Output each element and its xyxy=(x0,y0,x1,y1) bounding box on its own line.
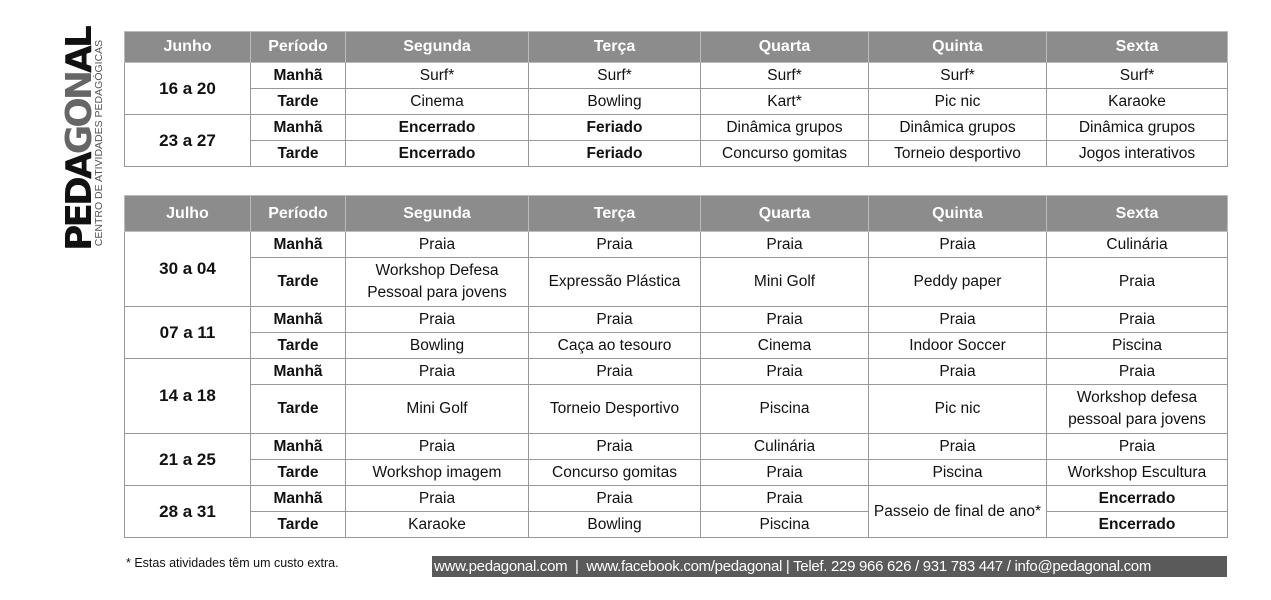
activity-cell: Workshop Escultura xyxy=(1047,460,1228,486)
activity-cell: Concurso gomitas xyxy=(529,460,701,486)
activity-cell: Praia xyxy=(701,359,869,385)
activity-cell: Praia xyxy=(701,486,869,512)
activity-cell: Torneio desportivo xyxy=(869,141,1047,167)
activity-cell: Concurso gomitas xyxy=(701,141,869,167)
period-label: Manhã xyxy=(251,63,346,89)
table-row xyxy=(125,333,1228,359)
table-row xyxy=(125,359,1228,385)
activity-cell: Mini Golf xyxy=(346,385,529,434)
activity-cell: Encerrado xyxy=(1047,486,1228,512)
activity-cell: Surf* xyxy=(346,63,529,89)
logo-subtitle: CENTRO DE ATIVIDADES PEDAGÓGICAS xyxy=(93,39,105,247)
activity-cell: Workshop Defesa Pessoal para jovens xyxy=(346,258,529,307)
activity-cell: Cinema xyxy=(701,333,869,359)
contact-bar: www.pedagonal.com | www.facebook.com/pedagonal | Telef. 229 966 626 / 931 783 447 / info@pedagonal.com xyxy=(432,556,1227,577)
period-label: Tarde xyxy=(251,460,346,486)
activity-cell: Praia xyxy=(701,232,869,258)
column-header: Quarta xyxy=(701,196,869,232)
activity-cell: Praia xyxy=(529,359,701,385)
activity-cell: Indoor Soccer xyxy=(869,333,1047,359)
activity-cell: Praia xyxy=(1047,307,1228,333)
activity-cell: Praia xyxy=(1047,359,1228,385)
period-label: Manhã xyxy=(251,486,346,512)
week-label: 14 a 18 xyxy=(125,359,251,434)
column-header: Sexta xyxy=(1047,196,1228,232)
activity-cell: Piscina xyxy=(1047,333,1228,359)
table-row xyxy=(125,63,1228,89)
week-label: 23 a 27 xyxy=(125,115,251,167)
activity-cell: Praia xyxy=(701,307,869,333)
table-row xyxy=(125,486,1228,512)
activity-cell: Praia xyxy=(869,359,1047,385)
activity-cell: Karaoke xyxy=(346,512,529,538)
activity-cell: Encerrado xyxy=(1047,512,1228,538)
activity-cell: Surf* xyxy=(1047,63,1228,89)
activity-cell: Surf* xyxy=(701,63,869,89)
table-row xyxy=(125,89,1228,115)
activity-cell: Piscina xyxy=(701,512,869,538)
activity-cell: Praia xyxy=(701,460,869,486)
activity-cell: Bowling xyxy=(529,89,701,115)
column-header: Terça xyxy=(529,196,701,232)
activity-cell: Dinâmica grupos xyxy=(701,115,869,141)
activity-cell: Praia xyxy=(529,434,701,460)
pedagonal-logo xyxy=(30,28,105,254)
column-header: Período xyxy=(251,196,346,232)
activity-cell: Praia xyxy=(869,232,1047,258)
activity-cell: Feriado xyxy=(529,141,701,167)
activity-cell: Expressão Plástica xyxy=(529,258,701,307)
column-header: Quinta xyxy=(869,32,1047,63)
period-label: Manhã xyxy=(251,359,346,385)
table-row xyxy=(125,232,1228,258)
activity-cell: Pic nic xyxy=(869,385,1047,434)
activity-cell: Praia xyxy=(869,307,1047,333)
week-label: 28 a 31 xyxy=(125,486,251,538)
column-header: Período xyxy=(251,32,346,63)
table-row xyxy=(125,434,1228,460)
activity-cell: Praia xyxy=(1047,258,1228,307)
period-label: Tarde xyxy=(251,333,346,359)
activity-cell: Dinâmica grupos xyxy=(1047,115,1228,141)
header-row xyxy=(125,196,1228,232)
header-row xyxy=(125,32,1228,63)
activity-cell: Cinema xyxy=(346,89,529,115)
activity-cell: Torneio Desportivo xyxy=(529,385,701,434)
table-row xyxy=(125,141,1228,167)
activity-cell: Culinária xyxy=(701,434,869,460)
week-label: 16 a 20 xyxy=(125,63,251,115)
logo-brand: PEDAGONAL xyxy=(59,28,100,251)
activity-cell: Karaoke xyxy=(1047,89,1228,115)
period-label: Tarde xyxy=(251,89,346,115)
extra-cost-note: * Estas atividades têm um custo extra. xyxy=(126,556,339,570)
table-row xyxy=(125,460,1228,486)
activity-cell: Surf* xyxy=(529,63,701,89)
period-label: Manhã xyxy=(251,115,346,141)
activity-cell: Mini Golf xyxy=(701,258,869,307)
table-row xyxy=(125,307,1228,333)
activity-cell: Praia xyxy=(529,307,701,333)
period-label: Tarde xyxy=(251,141,346,167)
activity-cell: Workshop defesa pessoal para jovens xyxy=(1047,385,1228,434)
period-label: Tarde xyxy=(251,512,346,538)
activity-cell: Bowling xyxy=(346,333,529,359)
period-label: Tarde xyxy=(251,258,346,307)
activity-cell: Encerrado xyxy=(346,115,529,141)
activity-cell: Surf* xyxy=(869,63,1047,89)
activity-cell: Bowling xyxy=(529,512,701,538)
activity-cell: Pic nic xyxy=(869,89,1047,115)
column-header: Terça xyxy=(529,32,701,63)
activity-cell: Praia xyxy=(529,486,701,512)
activity-cell: Encerrado xyxy=(346,141,529,167)
activity-cell: Praia xyxy=(529,232,701,258)
column-header: Segunda xyxy=(346,196,529,232)
week-label: 30 a 04 xyxy=(125,232,251,307)
table-row xyxy=(125,115,1228,141)
activity-cell: Culinária xyxy=(1047,232,1228,258)
period-label: Tarde xyxy=(251,385,346,434)
month-header: Junho xyxy=(125,32,251,63)
activity-cell: Feriado xyxy=(529,115,701,141)
activity-cell: Praia xyxy=(346,486,529,512)
period-label: Manhã xyxy=(251,434,346,460)
activity-cell: Workshop imagem xyxy=(346,460,529,486)
week-label: 21 a 25 xyxy=(125,434,251,486)
activity-cell: Jogos interativos xyxy=(1047,141,1228,167)
table-row xyxy=(125,512,1228,538)
week-label: 07 a 11 xyxy=(125,307,251,359)
period-label: Manhã xyxy=(251,232,346,258)
activity-cell: Piscina xyxy=(869,460,1047,486)
activity-cell: Praia xyxy=(346,232,529,258)
activity-cell: Praia xyxy=(346,359,529,385)
column-header: Segunda xyxy=(346,32,529,63)
activity-cell: Piscina xyxy=(701,385,869,434)
activity-cell: Dinâmica grupos xyxy=(869,115,1047,141)
activity-cell: Praia xyxy=(346,307,529,333)
activity-cell: Praia xyxy=(346,434,529,460)
column-header: Quinta xyxy=(869,196,1047,232)
june-schedule-table xyxy=(124,31,1228,167)
activity-cell: Caça ao tesouro xyxy=(529,333,701,359)
column-header: Sexta xyxy=(1047,32,1228,63)
period-label: Manhã xyxy=(251,307,346,333)
july-schedule-table xyxy=(124,195,1228,538)
activity-cell: Praia xyxy=(1047,434,1228,460)
column-header: Quarta xyxy=(701,32,869,63)
activity-cell: Praia xyxy=(869,434,1047,460)
activity-cell: Passeio de final de ano* xyxy=(869,486,1047,538)
activity-cell: Peddy paper xyxy=(869,258,1047,307)
table-row xyxy=(125,385,1228,434)
table-row xyxy=(125,258,1228,307)
month-header: Julho xyxy=(125,196,251,232)
activity-cell: Kart* xyxy=(701,89,869,115)
